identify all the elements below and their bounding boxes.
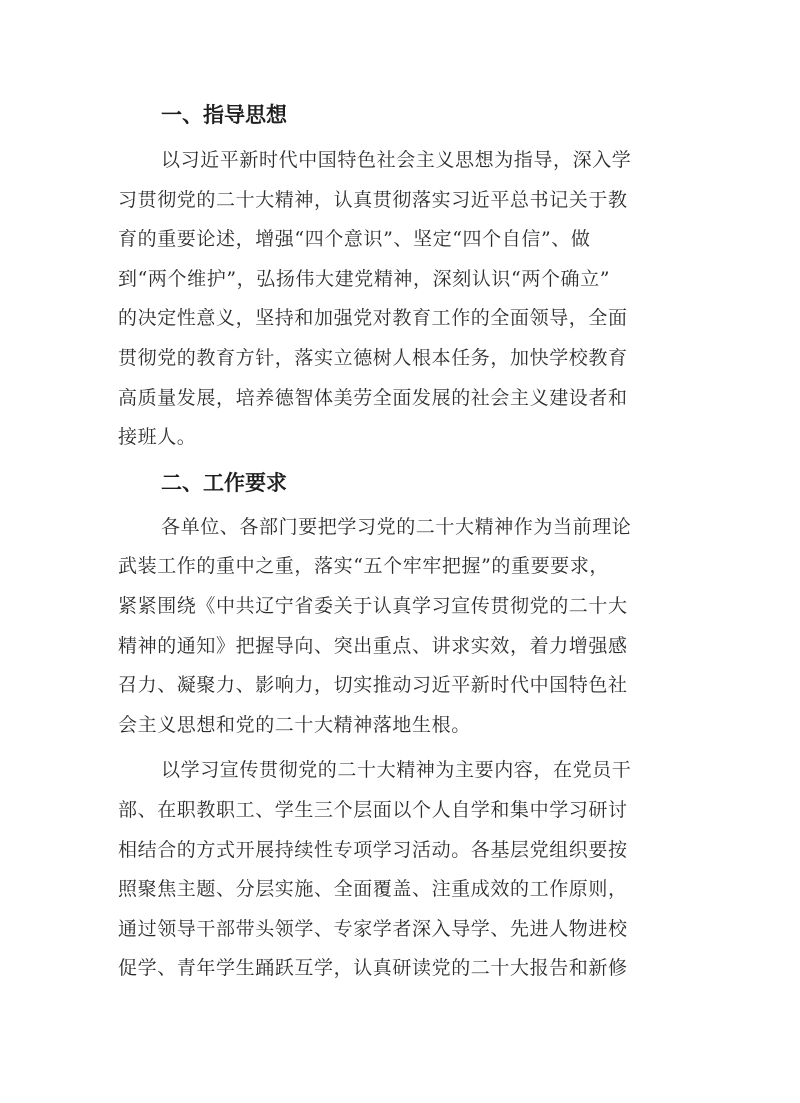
text-line: 会主义思想和党的二十大精神落地生根。: [118, 713, 471, 736]
text-line: 部、在职教职工、学生三个层面以个人自学和集中学习研讨: [118, 798, 628, 821]
paragraph-guiding-ideology: [118, 141, 684, 458]
text-line: 精神的通知》把握导向、突出重点、讲求实效，着力增强感: [118, 634, 628, 657]
text-line: 各单位、各部门要把学习党的二十大精神作为当前理论: [161, 515, 632, 538]
section-heading-guiding-ideology: 一、指导思想: [161, 103, 287, 127]
section-heading-work-requirements: 二、工作要求: [161, 470, 287, 495]
text-line: 促学、青年学生踊跃互学，认真研读党的二十大报告和新修: [118, 957, 628, 980]
text-line: 的决定性意义，坚持和加强党对教育工作的全面领导，全面: [118, 307, 628, 330]
paragraph-work-requirements-1: [118, 508, 684, 746]
text-line: 以习近平新时代中国特色社会主义思想为指导，深入学: [161, 149, 632, 171]
text-line: 贯彻党的教育方针，落实立德树人根本任务，加快学校教育: [118, 346, 628, 369]
text-line: 接班人。: [118, 426, 197, 449]
text-line: 武装工作的重中之重，落实“五个牢牢把握”的重要要求，: [118, 555, 610, 578]
text-line: 育的重要论述，增强“四个意识”、坚定“四个自信”、做: [118, 228, 591, 251]
text-line: 紧紧围绕《中共辽宁省委关于认真学习宣传贯彻党的二十大: [118, 594, 628, 617]
text-line: 召力、凝聚力、影响力，切实推动习近平新时代中国特色社: [118, 674, 628, 697]
paragraph-work-requirements-2: [118, 751, 684, 989]
text-line: 通过领导干部带头领学、专家学者深入导学、先进人物进校: [118, 917, 628, 940]
text-line: 高质量发展，培养德智体美劳全面发展的社会主义建设者和: [118, 386, 628, 409]
text-line: 到“两个维护”，弘扬伟大建党精神，深刻认识“两个确立”: [118, 267, 611, 290]
text-line: 习贯彻党的二十大精神，认真贯彻落实习近平总书记关于教: [118, 188, 628, 211]
text-line: 相结合的方式开展持续性专项学习活动。各基层党组织要按: [118, 838, 628, 861]
text-line: 以学习宣传贯彻党的二十大精神为主要内容，在党员干: [161, 759, 632, 782]
document-body: [118, 96, 684, 989]
text-line: 照聚焦主题、分层实施、全面覆盖、注重成效的工作原则，: [118, 878, 628, 901]
